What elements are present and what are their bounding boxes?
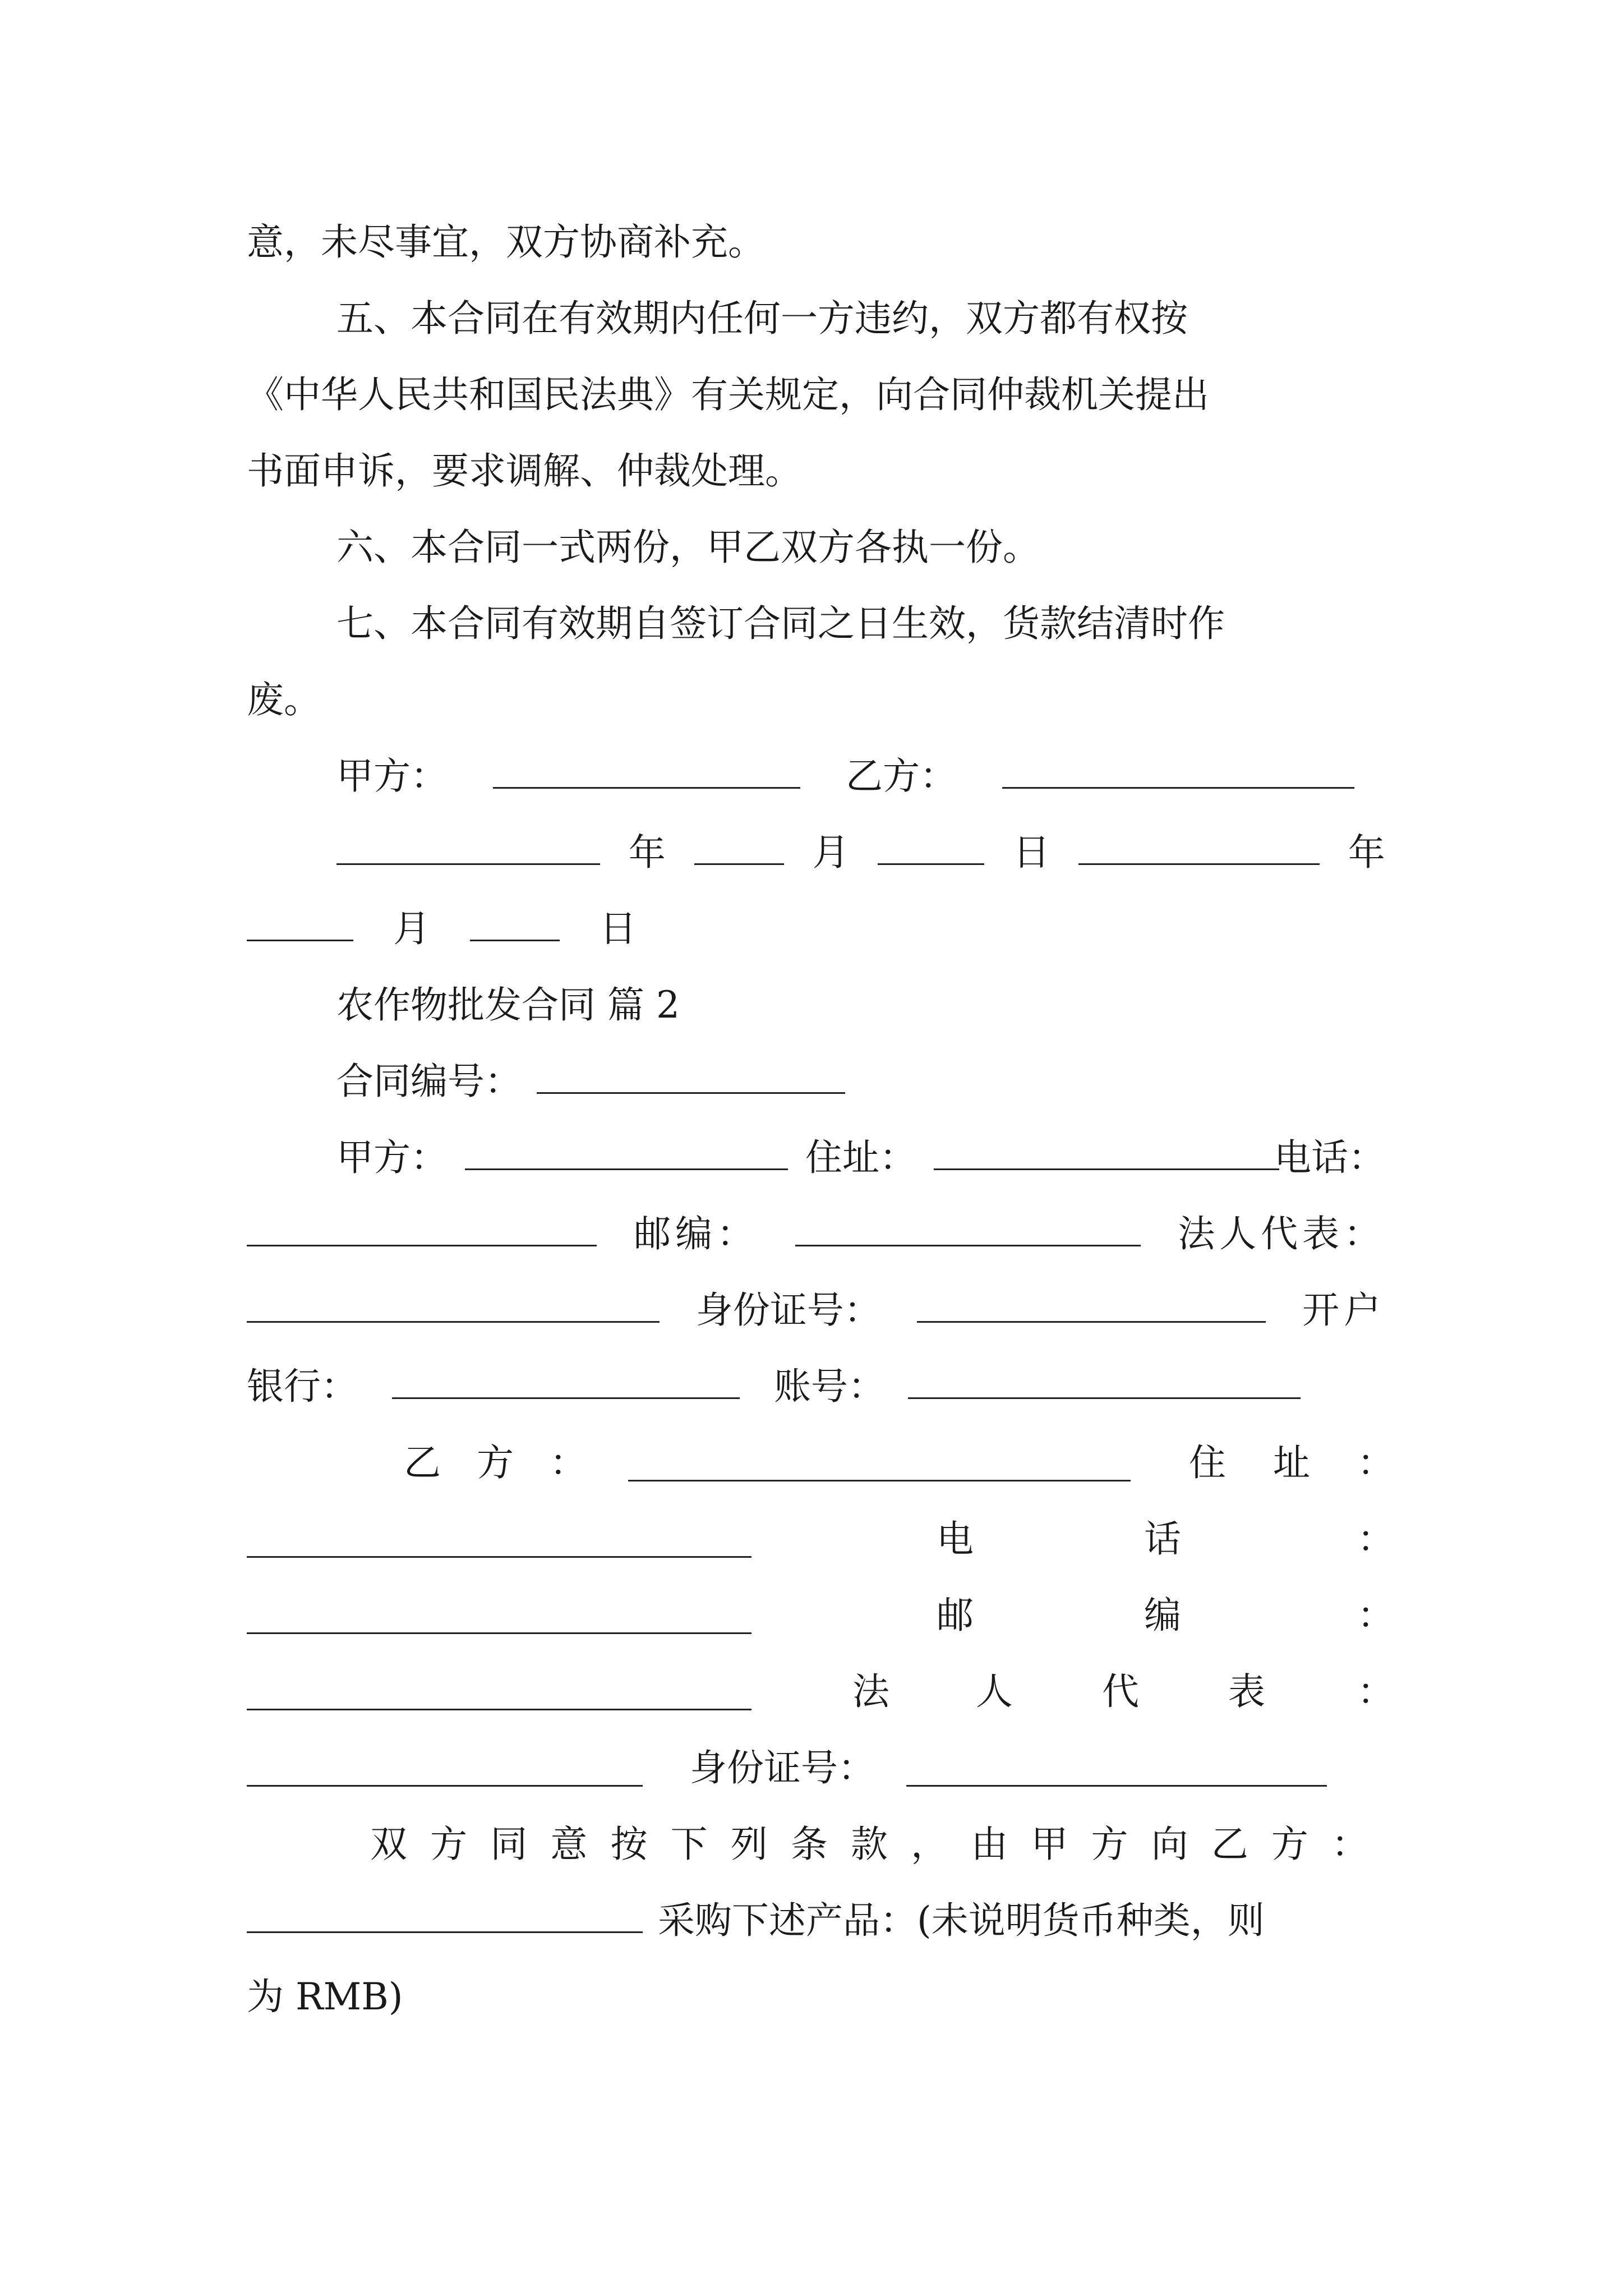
legal-rep-blank	[247, 1289, 660, 1323]
address-label: 住址：	[805, 1136, 916, 1179]
id-number-label: 身份证号：	[695, 1289, 881, 1332]
party-a-info-row-2	[247, 1207, 1385, 1261]
party-b-name-blank	[628, 1447, 1131, 1481]
agreement-char: 由	[971, 1823, 1008, 1866]
party-b-id-row	[247, 1741, 1385, 1795]
agreement-char: ，	[911, 1823, 948, 1866]
agreement-char: 甲	[1031, 1823, 1068, 1866]
party-b-char: ：	[550, 1441, 587, 1484]
party-a-name-blank	[465, 1136, 788, 1170]
month-blank-2	[247, 907, 353, 941]
month-label-2: 月	[393, 907, 430, 950]
address-char: ：	[1357, 1441, 1394, 1484]
contract-number-row	[336, 1055, 1385, 1108]
agreement-char: 同	[490, 1823, 528, 1866]
phone-char: ：	[1357, 1517, 1394, 1561]
party-b-legal-rep-row	[247, 1665, 1394, 1719]
legal-rep-blank	[247, 1752, 643, 1787]
party-b-postcode-row	[247, 1589, 1394, 1642]
day-blank-2	[470, 907, 560, 941]
paragraph-line: 意，未尽事宜，双方协商补充。	[247, 220, 765, 264]
legal-rep-char: 人	[976, 1670, 1013, 1713]
account-label: 账号：	[773, 1365, 885, 1408]
bank-label-part-2: 银行：	[247, 1365, 358, 1408]
agreement-char: 下	[670, 1823, 708, 1866]
phone-blank	[247, 1600, 751, 1634]
contract-number-label: 合同编号：	[336, 1060, 522, 1103]
legal-rep-label: 法人代表：	[1178, 1212, 1385, 1255]
agreement-char: 款	[851, 1823, 888, 1866]
postcode-char: ：	[1357, 1594, 1394, 1637]
id-number-blank	[917, 1289, 1266, 1323]
postcode-blank	[247, 1676, 751, 1710]
party-a-label: 甲方：	[336, 1136, 448, 1179]
month-blank	[694, 831, 784, 865]
purchase-text: 采购下述产品：(未说明货币种类，则	[657, 1899, 1265, 1942]
legal-rep-char: ：	[1357, 1670, 1394, 1713]
phone-char: 电	[937, 1517, 974, 1561]
party-a-info-row-3	[247, 1283, 1385, 1337]
clause-7-line-2: 废。	[247, 678, 321, 721]
clause-5-line-2: 《中华人民共和国民法典》有关规定，向合同仲裁机关提出	[247, 373, 1209, 416]
month-label: 月	[812, 831, 850, 874]
legal-rep-char: 代	[1102, 1670, 1139, 1713]
party-a-info-row-4	[247, 1360, 1385, 1414]
currency-line: 为 RMB)	[247, 1975, 403, 2018]
party-a-info-row	[336, 1131, 1385, 1185]
postcode-char: 邮	[937, 1594, 974, 1637]
day-label-2: 日	[599, 907, 637, 950]
address-blank	[247, 1524, 751, 1558]
supplier-blank	[247, 1899, 643, 1933]
party-a-signature-blank	[493, 754, 800, 789]
clause-6: 六、本合同一式两份，甲乙双方各执一份。	[336, 526, 1040, 569]
party-b-signature-blank	[1002, 754, 1354, 789]
clause-5-line-1: 五、本合同在有效期内任何一方违约，双方都有权按	[336, 297, 1188, 340]
section-heading: 农作物批发合同 篇 2	[336, 983, 680, 1027]
phone-blank	[247, 1212, 597, 1246]
account-blank	[908, 1365, 1301, 1399]
bank-blank	[392, 1365, 740, 1399]
date-row-continued	[247, 902, 1385, 956]
agreement-char: 方	[430, 1823, 468, 1866]
signature-row	[336, 749, 1385, 803]
address-blank	[934, 1136, 1279, 1170]
party-b-label: 乙方：	[845, 754, 957, 798]
address-char: 住	[1189, 1441, 1226, 1484]
postcode-char: 编	[1144, 1594, 1181, 1637]
phone-label: 电话：	[1274, 1136, 1385, 1179]
agreement-char: ：	[1331, 1823, 1368, 1866]
agreement-char: 双	[370, 1823, 407, 1866]
agreement-char: 向	[1151, 1823, 1188, 1866]
purchase-line	[247, 1894, 1385, 1948]
agreement-char: 意	[550, 1823, 588, 1866]
agreement-char: 方	[1091, 1823, 1128, 1866]
agreement-line	[370, 1818, 1368, 1871]
year-label-2: 年	[1348, 831, 1385, 874]
party-a-label: 甲方：	[336, 754, 448, 798]
agreement-char: 按	[610, 1823, 648, 1866]
party-b-row	[247, 1436, 1394, 1490]
address-char: 址	[1273, 1441, 1310, 1484]
legal-rep-char: 表	[1228, 1670, 1265, 1713]
agreement-char: 方	[1271, 1823, 1308, 1866]
year-blank	[336, 831, 600, 865]
year-blank-2	[1078, 831, 1320, 865]
agreement-char: 条	[790, 1823, 828, 1866]
bank-label-part-1: 开户	[1302, 1289, 1385, 1332]
date-row	[336, 826, 1385, 880]
party-b-char: 乙	[404, 1441, 441, 1484]
phone-char: 话	[1144, 1517, 1181, 1561]
postcode-blank	[795, 1212, 1141, 1246]
id-number-label: 身份证号：	[690, 1746, 875, 1789]
postcode-label: 邮编：	[634, 1212, 758, 1255]
agreement-char: 列	[730, 1823, 768, 1866]
day-blank	[878, 831, 984, 865]
clause-5-line-3: 书面申诉，要求调解、仲裁处理。	[247, 449, 802, 493]
id-number-blank	[906, 1752, 1327, 1787]
legal-rep-char: 法	[852, 1670, 889, 1713]
party-b-phone-row	[247, 1512, 1394, 1566]
year-label: 年	[628, 831, 666, 874]
agreement-char: 乙	[1211, 1823, 1248, 1866]
party-b-char: 方	[477, 1441, 514, 1484]
contract-number-blank	[537, 1060, 845, 1094]
day-label: 日	[1013, 831, 1050, 874]
clause-7-line-1: 七、本合同有效期自签订合同之日生效，货款结清时作	[336, 602, 1225, 645]
